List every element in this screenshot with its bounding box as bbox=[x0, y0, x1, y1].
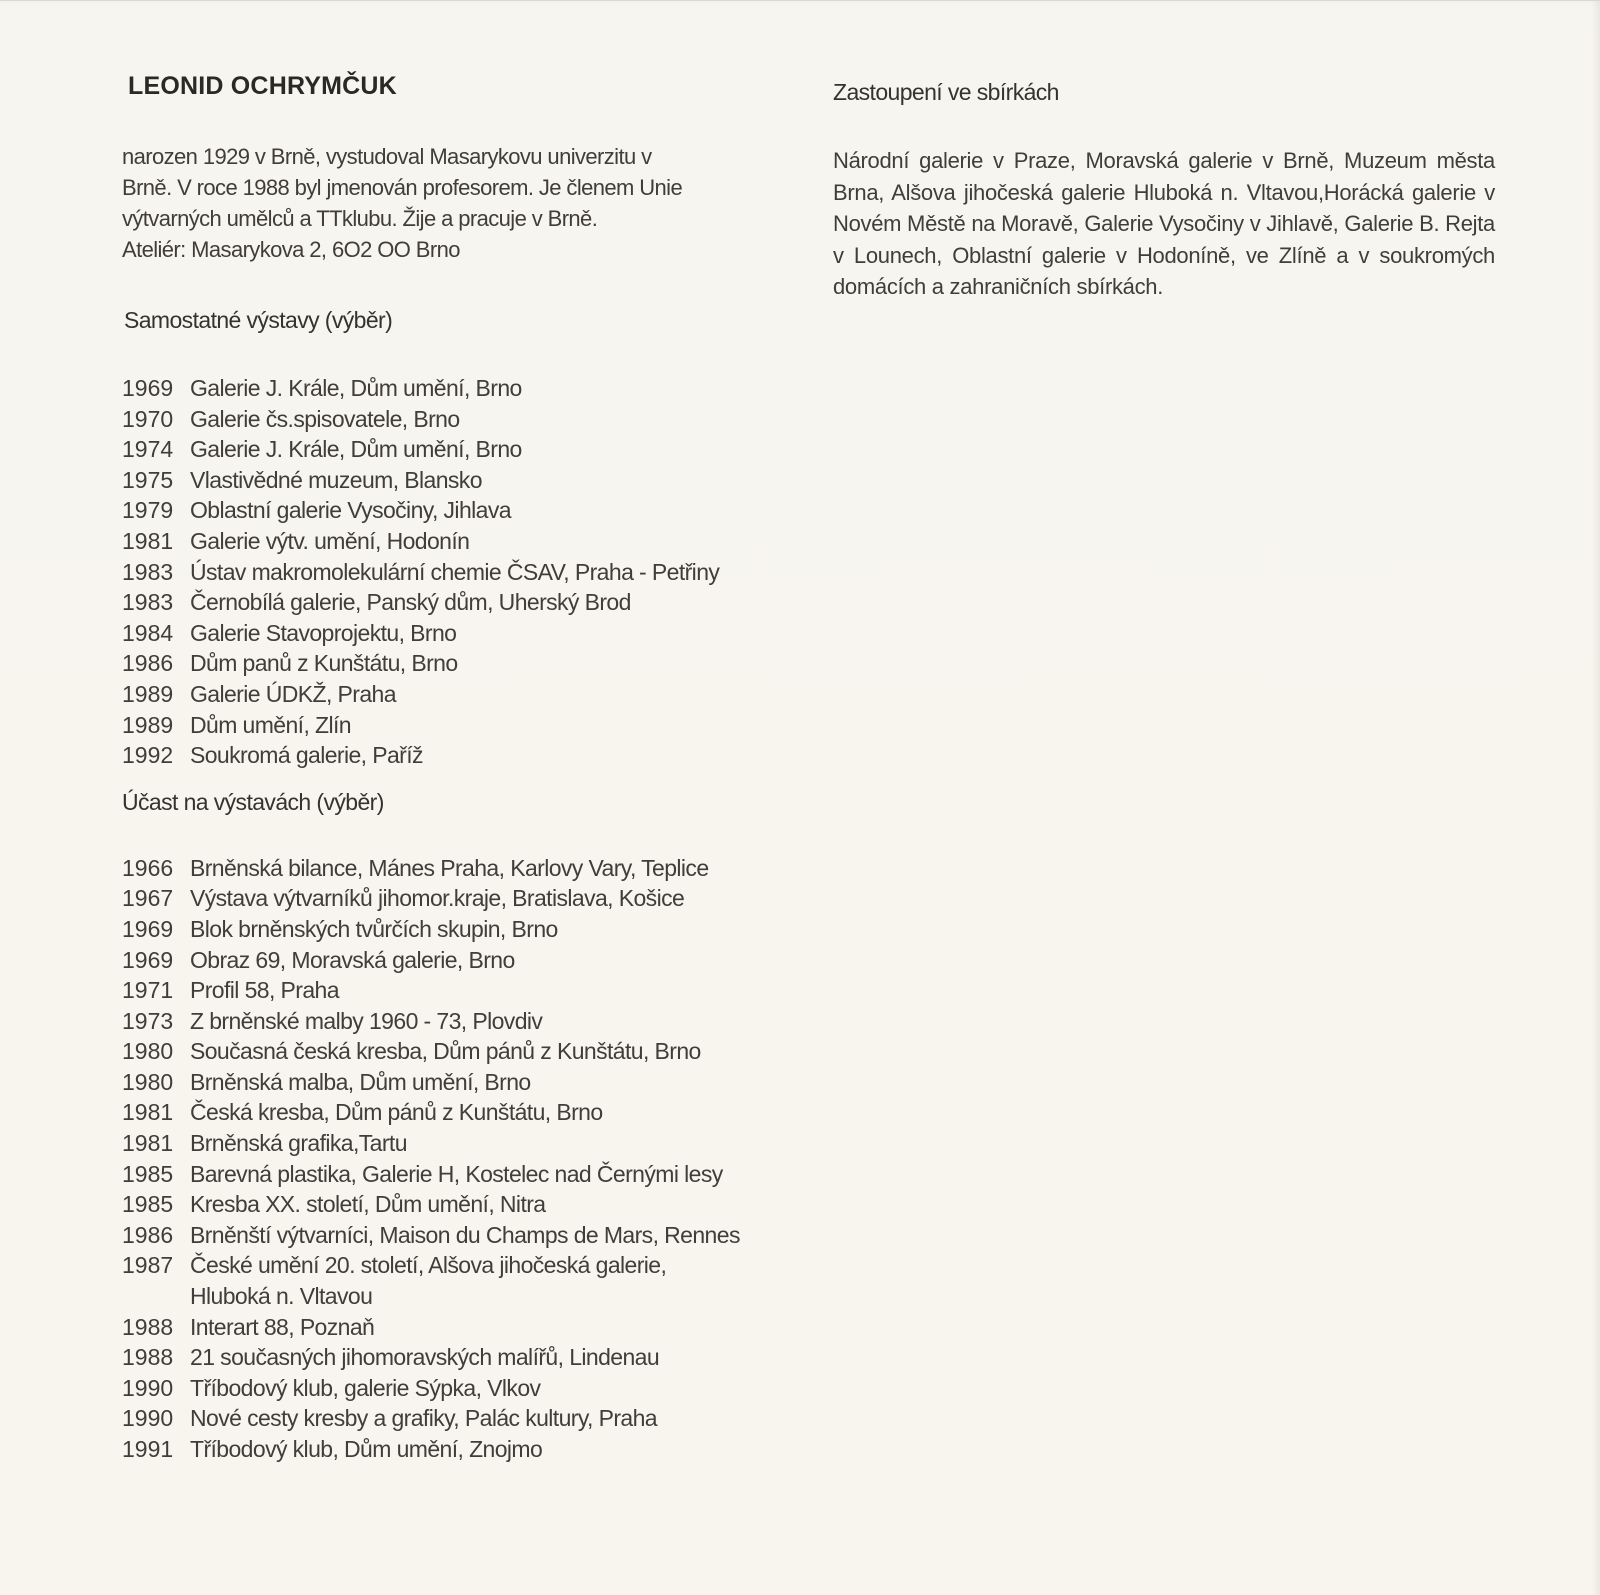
exhibition-year: 1981 bbox=[122, 527, 174, 554]
exhibition-year: 1971 bbox=[122, 977, 174, 1004]
exhibition-entry bbox=[122, 1128, 802, 1159]
exhibition-event: Ústav makromolekulární chemie ČSAV, Praha - Petřiny bbox=[190, 558, 720, 585]
exhibition-year bbox=[122, 1281, 190, 1312]
exhibition-year: 1990 bbox=[122, 1374, 174, 1401]
exhibition-entry bbox=[122, 740, 802, 771]
exhibition-event: Barevná plastika, Galerie H, Kostelec nad Černými lesy bbox=[190, 1160, 723, 1187]
exhibition-event: Galerie výtv. umění, Hodonín bbox=[190, 527, 470, 554]
exhibition-year: 1988 bbox=[122, 1344, 174, 1371]
exhibition-entry bbox=[122, 404, 802, 435]
exhibition-year: 1975 bbox=[122, 466, 174, 493]
exhibition-year: 1969 bbox=[122, 375, 174, 401]
exhibition-entry bbox=[122, 883, 802, 914]
solo-exhibitions-list bbox=[122, 373, 802, 771]
exhibition-event: Galerie J. Krále, Dům umění, Brno bbox=[190, 436, 522, 463]
exhibition-entry bbox=[122, 1220, 802, 1251]
exhibition-year: 1984 bbox=[122, 619, 174, 646]
exhibition-year: 1969 bbox=[122, 915, 174, 942]
exhibition-entry bbox=[122, 1281, 802, 1312]
exhibition-entry bbox=[122, 495, 802, 526]
right-column bbox=[833, 77, 1495, 303]
exhibition-entry bbox=[122, 373, 802, 404]
bio-line: Brně. V roce 1988 byl jmenován profesorem. Je členem Unie bbox=[122, 175, 683, 200]
exhibition-entry bbox=[122, 1006, 802, 1037]
exhibition-year: 1966 bbox=[122, 854, 174, 881]
exhibition-event: Obraz 69, Moravská galerie, Brno bbox=[190, 946, 515, 973]
exhibition-entry bbox=[122, 1434, 802, 1465]
exhibition-year: 1973 bbox=[122, 1007, 174, 1034]
exhibition-entry bbox=[122, 1067, 802, 1098]
bio-line: narozen 1929 v Brně, vystudoval Masarykovu univerzitu v bbox=[122, 144, 652, 169]
exhibition-event: Galerie čs.spisovatele, Brno bbox=[190, 405, 460, 432]
exhibition-entry bbox=[122, 975, 802, 1006]
exhibition-year: 1981 bbox=[122, 1130, 174, 1157]
exhibition-year: 1989 bbox=[122, 680, 174, 707]
exhibition-year: 1990 bbox=[122, 1405, 174, 1432]
exhibition-event: Nové cesty kresby a grafiky, Palác kultury, Praha bbox=[190, 1405, 657, 1432]
exhibition-year: 1974 bbox=[122, 436, 174, 463]
exhibition-event: Soukromá galerie, Paříž bbox=[190, 742, 423, 769]
exhibition-year: 1992 bbox=[122, 742, 174, 769]
exhibition-entry bbox=[122, 679, 802, 710]
artist-name: LEONID OCHRYMČUK bbox=[128, 72, 397, 100]
exhibition-year: 1988 bbox=[122, 1313, 174, 1340]
page-edge-shadow bbox=[1592, 1, 1600, 1595]
exhibition-event: Galerie J. Krále, Dům umění, Brno bbox=[190, 375, 522, 401]
exhibition-event: České umění 20. století, Alšova jihočeská galerie, bbox=[190, 1252, 667, 1279]
exhibition-entry bbox=[122, 1189, 802, 1220]
exhibition-entry bbox=[122, 1342, 802, 1373]
exhibition-entry bbox=[122, 618, 802, 649]
exhibition-year: 1987 bbox=[122, 1252, 174, 1279]
exhibition-year: 1986 bbox=[122, 1221, 174, 1248]
exhibition-year: 1980 bbox=[122, 1068, 174, 1095]
exhibition-event: Dům umění, Zlín bbox=[190, 711, 351, 738]
exhibition-event: Současná česká kresba, Dům pánů z Kunštátu, Brno bbox=[190, 1038, 701, 1065]
group-exhibitions-list bbox=[122, 853, 802, 1465]
exhibition-entry bbox=[122, 710, 802, 741]
left-column bbox=[122, 69, 802, 1465]
group-exhibitions-heading: Účast na výstavách (výběr) bbox=[122, 788, 384, 815]
exhibition-entry bbox=[122, 1159, 802, 1190]
exhibition-year: 1981 bbox=[122, 1099, 174, 1126]
exhibition-year: 1985 bbox=[122, 1160, 174, 1187]
exhibition-year: 1986 bbox=[122, 650, 174, 677]
exhibition-event: Brněnská bilance, Mánes Praha, Karlovy Vary, Teplice bbox=[190, 854, 709, 881]
exhibition-entry bbox=[122, 914, 802, 945]
exhibition-event: Dům panů z Kunštátu, Brno bbox=[190, 650, 458, 677]
exhibition-year: 1985 bbox=[122, 1191, 174, 1218]
exhibition-entry bbox=[122, 1036, 802, 1067]
exhibition-event: Tříbodový klub, Dům umění, Znojmo bbox=[190, 1436, 543, 1462]
exhibition-entry bbox=[122, 1373, 802, 1404]
solo-exhibitions-heading: Samostatné výstavy (výběr) bbox=[124, 307, 393, 333]
exhibition-event: Brněnští výtvarníci, Maison du Champs de Mars, Rennes bbox=[190, 1221, 740, 1248]
exhibition-event: Profil 58, Praha bbox=[190, 977, 339, 1004]
exhibition-entry bbox=[122, 526, 802, 557]
exhibition-event: Z brněnské malby 1960 - 73, Plovdiv bbox=[190, 1007, 543, 1034]
exhibition-event: Interart 88, Poznaň bbox=[190, 1313, 375, 1340]
exhibition-entry bbox=[122, 1250, 802, 1281]
exhibition-year: 1983 bbox=[122, 589, 174, 616]
exhibition-entry bbox=[122, 434, 802, 465]
exhibition-year: 1980 bbox=[122, 1038, 174, 1065]
exhibition-event: Oblastní galerie Vysočiny, Jihlava bbox=[190, 497, 511, 524]
exhibition-year: 1967 bbox=[122, 885, 174, 912]
exhibition-event: Kresba XX. století, Dům umění, Nitra bbox=[190, 1191, 546, 1218]
exhibition-event: Vlastivědné muzeum, Blansko bbox=[190, 466, 482, 493]
exhibition-entry bbox=[122, 1403, 802, 1434]
exhibition-entry bbox=[122, 853, 802, 884]
exhibition-entry bbox=[122, 945, 802, 976]
exhibition-year: 1983 bbox=[122, 558, 174, 585]
exhibition-entry bbox=[122, 1312, 802, 1343]
exhibition-year: 1991 bbox=[122, 1436, 174, 1462]
exhibition-event: Tříbodový klub, galerie Sýpka, Vlkov bbox=[190, 1374, 541, 1401]
exhibition-event: Česká kresba, Dům pánů z Kunštátu, Brno bbox=[190, 1099, 603, 1126]
bio-line: Ateliér: Masarykova 2, 6O2 OO Brno bbox=[122, 237, 460, 262]
exhibition-event: Brněnská grafika,Tartu bbox=[190, 1130, 407, 1157]
exhibition-year: 1970 bbox=[122, 405, 174, 432]
exhibition-event: Brněnská malba, Dům umění, Brno bbox=[190, 1068, 531, 1095]
exhibition-entry bbox=[122, 1097, 802, 1128]
artist-bio bbox=[122, 141, 802, 265]
exhibition-year: 1979 bbox=[122, 497, 174, 524]
exhibition-event: Galerie ÚDKŽ, Praha bbox=[190, 680, 396, 707]
exhibition-entry bbox=[122, 587, 802, 618]
exhibition-entry bbox=[122, 557, 802, 588]
exhibition-entry bbox=[122, 648, 802, 679]
exhibition-event: Výstava výtvarníků jihomor.kraje, Bratislava, Košice bbox=[190, 885, 685, 912]
exhibition-event: 21 současných jihomoravských malířů, Lindenau bbox=[190, 1344, 660, 1371]
exhibition-year: 1969 bbox=[122, 946, 174, 973]
exhibition-event: Blok brněnských tvůrčích skupin, Brno bbox=[190, 915, 558, 942]
exhibition-event: Hluboká n. Vltavou bbox=[190, 1283, 373, 1310]
exhibition-entry bbox=[122, 465, 802, 496]
bio-line: výtvarných umělců a TTklubu. Žije a pracuje v Brně. bbox=[122, 206, 598, 231]
collections-heading: Zastoupení ve sbírkách bbox=[833, 79, 1059, 105]
exhibition-year: 1989 bbox=[122, 711, 174, 738]
exhibition-event: Černobílá galerie, Panský dům, Uherský Brod bbox=[190, 589, 631, 616]
collections-text: Národní galerie v Praze, Moravská galerie v Brně, Muzeum města Brna, Alšova jihočeská galerie Hluboká n. Vltavou,Horácká galerie v Novém Městě na Moravě, Galerie Vysočiny v Jihlavě, Galerie B. Rejta v Lounech, Oblastní galerie v Hodoníně, ve Zlíně a v soukromých domácích a zahraničních sbírkách. bbox=[833, 148, 1495, 299]
exhibition-event: Galerie Stavoprojektu, Brno bbox=[190, 619, 457, 646]
